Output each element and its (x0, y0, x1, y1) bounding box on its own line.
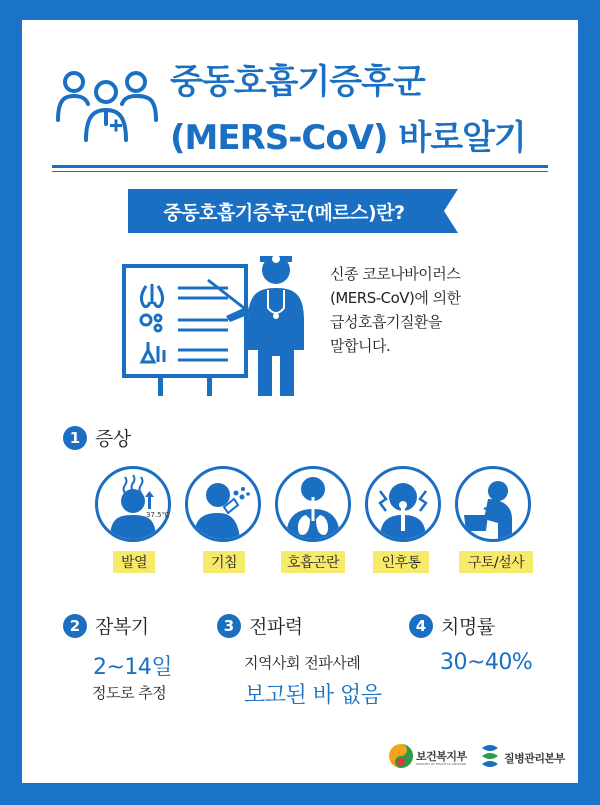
fatality-value: 30~40% (440, 650, 533, 675)
section-incubation-heading (63, 612, 149, 639)
section-transmission-heading (217, 612, 303, 639)
page-title-line2: (MERS-CoV) 바로알기 (170, 118, 526, 158)
section-number-badge: 2 (63, 614, 87, 638)
section-number-badge: 1 (63, 426, 87, 450)
symptom-label: 인후통 (373, 551, 429, 573)
title-rule-top (52, 165, 548, 168)
section-title: 증상 (95, 428, 131, 450)
thermometer-reading: 37.5℃ (146, 511, 170, 519)
mohw-logo-icon (388, 743, 414, 769)
transmission-value: 보고된 바 없음 (244, 683, 382, 708)
section-number-badge: 4 (409, 614, 433, 638)
intro-line2: (MERS-CoV)에 의한 (330, 289, 461, 307)
section-title: 잠복기 (95, 616, 149, 638)
title-rule-bottom (52, 171, 548, 172)
section-banner (128, 189, 458, 233)
intro-line1: 신종 코로나바이러스 (330, 265, 461, 283)
fever-icon (95, 466, 171, 542)
symptom-label: 구토/설사 (459, 551, 533, 573)
mohw-logo-subtext: MINISTRY OF HEALTH & WELFARE (416, 762, 466, 766)
banner-text: 중동호흡기증후군(메르스)란? (163, 201, 405, 224)
section-fatality-heading (409, 612, 495, 639)
section-symptoms-heading (63, 424, 131, 451)
kcdc-logo-icon (478, 742, 502, 770)
section-title: 치명률 (441, 616, 495, 638)
intro-line3: 급성호흡기질환을 (330, 313, 442, 331)
mohw-logo-text: 보건복지부 (416, 750, 467, 763)
people-group-icon (52, 68, 162, 143)
section-title: 전파력 (249, 616, 303, 638)
vomit-icon (455, 466, 531, 542)
kcdc-logo-text: 질병관리본부 (504, 752, 565, 765)
doctor-whiteboard-illustration (118, 250, 318, 400)
symptom-label: 기침 (203, 551, 245, 573)
sore-throat-icon (365, 466, 441, 542)
page-title-line1: 중동호흡기증후군 (170, 62, 425, 102)
cough-icon (185, 466, 261, 542)
intro-line4: 말합니다. (330, 337, 391, 355)
section-number-badge: 3 (217, 614, 241, 638)
symptom-label: 호흡곤란 (281, 551, 345, 573)
incubation-value: 2~14일 (93, 655, 173, 680)
incubation-note: 정도로 추정 (92, 684, 167, 702)
transmission-note: 지역사회 전파사례 (244, 654, 361, 672)
intro-description (330, 262, 461, 358)
lungs-icon (275, 466, 351, 542)
symptom-label: 발열 (113, 551, 155, 573)
